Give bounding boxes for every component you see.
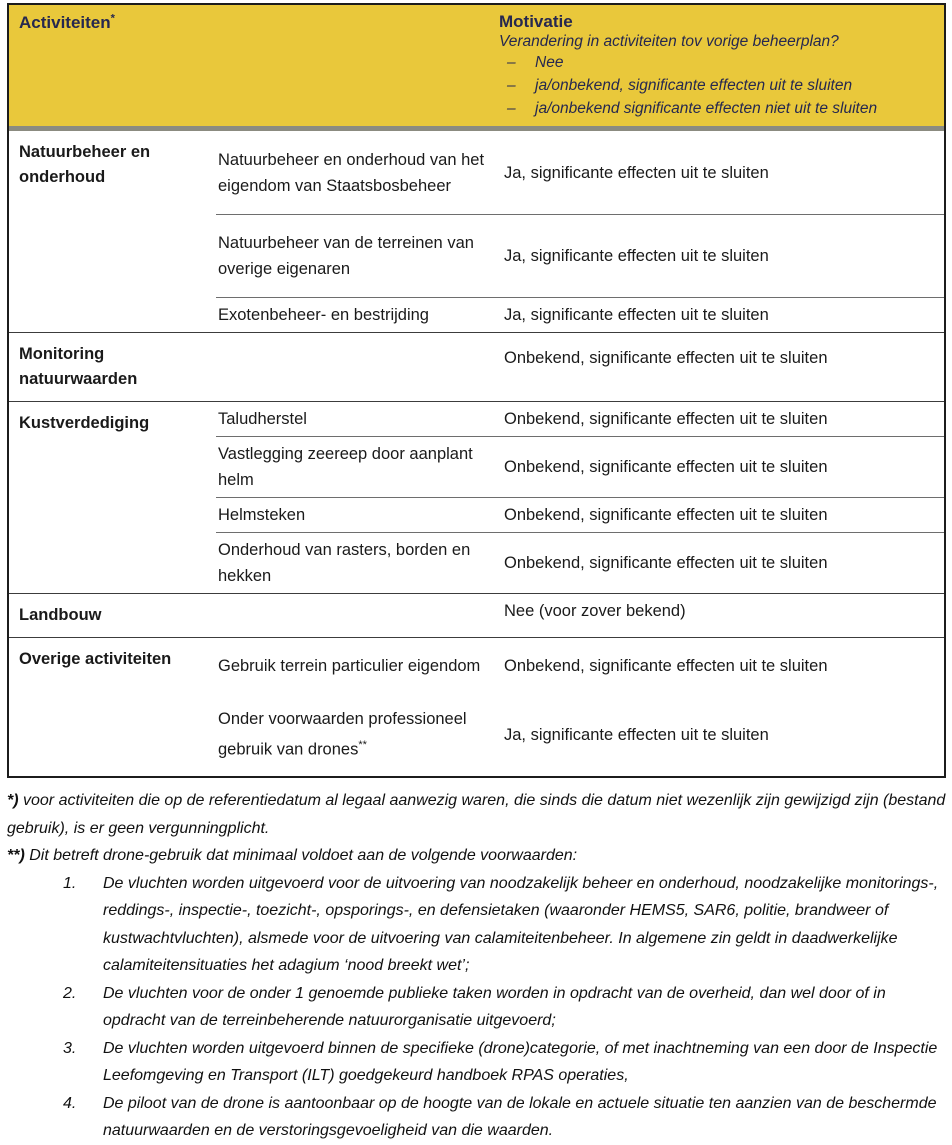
motivation-cell: Ja, significante effecten uit te sluiten bbox=[504, 163, 769, 182]
category-cell: Landbouw bbox=[19, 606, 102, 624]
footnote-condition-4 bbox=[7, 1090, 948, 1145]
footnote-condition-2 bbox=[7, 980, 948, 1035]
footnote-2-text: Dit betreft drone-gebruik dat minimaal voldoet aan de volgende voorwaarden: bbox=[24, 847, 578, 864]
section-subrows bbox=[216, 594, 944, 637]
footnote-2 bbox=[7, 842, 948, 870]
motivation-cell: Ja, significante effecten uit te sluiten bbox=[504, 306, 769, 324]
table-row bbox=[216, 497, 944, 532]
activity-cell: Gebruik terrein particulier eigendom bbox=[218, 656, 481, 675]
dash-bullet: – bbox=[507, 100, 516, 117]
motivatie-option-label: ja/onbekend significante effecten niet uit te sluiten bbox=[535, 100, 878, 117]
dash-bullet: – bbox=[507, 54, 516, 71]
header-cell-motivatie bbox=[495, 5, 944, 126]
table-row bbox=[216, 214, 944, 297]
activity-cell: Vastlegging zeereep door aanplant helm bbox=[218, 445, 473, 489]
activity-cell bbox=[216, 702, 496, 767]
motivation-cell: Onbekend, significante effecten uit te sluiten bbox=[504, 410, 828, 428]
table-row bbox=[216, 297, 944, 332]
footnote-1 bbox=[7, 787, 948, 842]
table-row bbox=[216, 693, 944, 776]
activiteiten-label: Activiteiten bbox=[19, 12, 111, 32]
motivatie-title: Motivatie bbox=[499, 12, 573, 31]
activity-cell: Helmsteken bbox=[218, 506, 306, 524]
section-landbouw bbox=[9, 593, 944, 637]
footnote-item-text: De vluchten worden uitgevoerd voor de uitvoering van noodzakelijk beheer en onderhoud, noodzakelijke monitorings-, reddings-, inspectie-, toezicht-, opsporings-, en defensietaken (waaronder HEMS5, SAR6, politie, brandweer of kustwachtvluchten), alsmede voor de uitvoering van calamiteitenbeheer. In algemene zin geldt in daadwerkelijke calamiteitensituaties het adagium ‘nood breekt wet’; bbox=[103, 874, 939, 974]
section-subrows bbox=[216, 333, 944, 401]
table-row bbox=[216, 436, 944, 497]
activity-cell: Natuurbeheer en onderhoud van het eigendom van Staatsbosbeheer bbox=[218, 150, 485, 195]
activity-cell: Taludherstel bbox=[218, 410, 307, 428]
motivatie-option bbox=[499, 51, 938, 74]
category-cell: Kustverdediging bbox=[19, 414, 150, 432]
footnote-condition-3 bbox=[7, 1035, 948, 1090]
table-row bbox=[216, 638, 944, 693]
motivatie-option-label: ja/onbekend, significante effecten uit te sluiten bbox=[535, 77, 853, 94]
activities-table bbox=[7, 3, 946, 778]
footnote-item-text: De vluchten worden uitgevoerd binnen de specifieke (drone)categorie, of met inachtneming van een door de Inspectie Leefomgeving en Transport (ILT) goedgekeurd handboek RPAS operaties, bbox=[103, 1039, 938, 1084]
footnote-item-text: De vluchten voor de onder 1 genoemde publieke taken worden in opdracht van de overheid, dan wel door of in opdracht van de terreinbeherende natuurorganisatie uitgevoerd; bbox=[103, 984, 886, 1029]
table-row bbox=[216, 402, 944, 436]
activity-cell: Exotenbeheer- en bestrijding bbox=[218, 306, 429, 324]
section-overige bbox=[9, 637, 944, 776]
table-header-row bbox=[9, 5, 944, 131]
footnote-1-marker: *) bbox=[7, 792, 19, 809]
motivatie-subtitle: Verandering in activiteiten tov vorige beheerplan? bbox=[499, 33, 839, 50]
activity-cell bbox=[216, 607, 496, 615]
section-subrows bbox=[216, 402, 944, 593]
motivation-cell: Onbekend, significante effecten uit te sluiten bbox=[504, 554, 828, 572]
section-natuurbeheer bbox=[9, 131, 944, 332]
section-monitoring bbox=[9, 332, 944, 401]
header-cell-activiteiten bbox=[9, 5, 495, 126]
motivation-cell: Ja, significante effecten uit te sluiten bbox=[504, 247, 769, 265]
motivation-cell: Nee (voor zover bekend) bbox=[504, 602, 686, 620]
activiteiten-footnote-marker: * bbox=[110, 12, 115, 24]
category-cell: Natuurbeheer en onderhoud bbox=[19, 143, 151, 186]
section-subrows bbox=[216, 638, 944, 776]
motivatie-option bbox=[499, 74, 938, 97]
motivation-cell: Ja, significante effecten uit te sluiten bbox=[504, 725, 769, 744]
motivatie-option-label: Nee bbox=[535, 54, 564, 71]
footnote-item-number: 4. bbox=[63, 1094, 77, 1112]
dash-bullet: – bbox=[507, 77, 516, 94]
table-row bbox=[216, 532, 944, 593]
section-subrows bbox=[216, 131, 944, 332]
motivatie-option bbox=[499, 97, 938, 120]
footnote-1-text: voor activiteiten die op de referentiedatum al legaal aanwezig waren, die sinds die datum niet wezenlijk zijn gewijzigd zijn (bestand gebruik), is er geen vergunningplicht. bbox=[7, 792, 946, 837]
footnotes-block bbox=[7, 787, 948, 1145]
activiteiten-title bbox=[19, 13, 115, 32]
section-kustverdediging bbox=[9, 401, 944, 593]
footnote-item-number: 2. bbox=[63, 984, 77, 1002]
drones-footnote-marker: ** bbox=[358, 739, 367, 752]
category-cell: Overige activiteiten bbox=[19, 650, 172, 668]
activity-cell: Natuurbeheer van de terreinen van overige eigenaren bbox=[218, 234, 474, 278]
motivation-cell: Onbekend, significante effecten uit te sluiten bbox=[504, 349, 828, 367]
footnote-item-number: 1. bbox=[63, 874, 77, 892]
footnote-2-marker: **) bbox=[7, 847, 25, 864]
table-row bbox=[216, 594, 944, 628]
activity-label: Onder voorwaarden professioneel gebruik van drones bbox=[218, 710, 467, 759]
table-row bbox=[216, 333, 944, 383]
motivation-cell: Onbekend, significante effecten uit te sluiten bbox=[504, 506, 828, 524]
category-cell: Monitoring natuurwaarden bbox=[19, 345, 138, 388]
footnote-item-number: 3. bbox=[63, 1039, 77, 1057]
footnote-condition-1 bbox=[7, 870, 948, 980]
activity-cell bbox=[216, 354, 496, 362]
footnote-item-text: De piloot van de drone is aantoonbaar op de hoogte van de lokale en actuele situatie ten aanzien van de beschermde natuurwaarden en de verstoringsgevoeligheid van die waarden. bbox=[103, 1094, 937, 1139]
motivation-cell: Onbekend, significante effecten uit te sluiten bbox=[504, 656, 828, 675]
activity-cell: Onderhoud van rasters, borden en hekken bbox=[218, 541, 471, 585]
table-row bbox=[216, 131, 944, 214]
motivation-cell: Onbekend, significante effecten uit te sluiten bbox=[504, 458, 828, 476]
